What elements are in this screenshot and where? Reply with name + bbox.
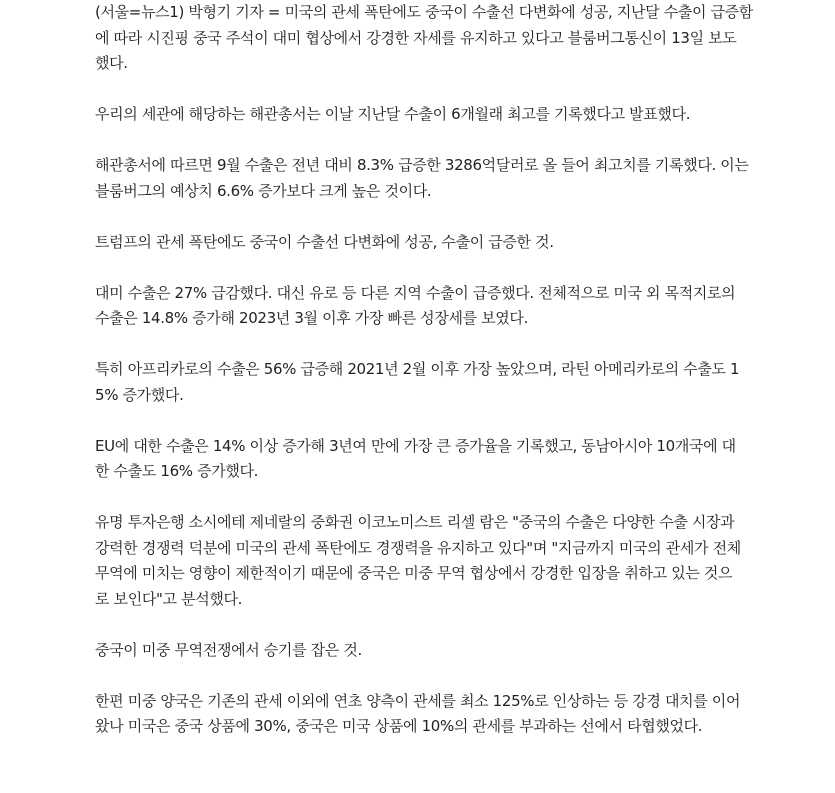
article-paragraph <box>95 230 785 256</box>
article-paragraph <box>95 434 785 485</box>
paragraph-line: 에 따라 시진핑 중국 주석이 대미 협상에서 강경한 자세를 유지하고 있다고 블룸버그통신이 13일 보도 <box>95 28 737 47</box>
paragraph-line: 특히 아프리카로의 수출은 56% 급증해 2021년 2월 이후 가장 높았으며, 라틴 아메리카로의 수출도 1 <box>95 360 740 378</box>
article-paragraph <box>95 0 785 77</box>
paragraph-line: 강력한 경쟁력 덕분에 미국의 관세 폭탄에도 경쟁력을 유지하고 있다"며 "지금까지 미국의 관세가 전체 <box>95 538 741 557</box>
article-paragraph <box>95 510 785 612</box>
paragraph-line: 중국이 미중 무역전쟁에서 승기를 잡은 것. <box>95 640 362 659</box>
paragraph-line: 수출은 14.8% 증가해 2023년 3월 이후 가장 빠른 성장세를 보였다. <box>95 309 528 327</box>
paragraph-line: 블룸버그의 예상치 6.6% 증가보다 크게 높은 것이다. <box>95 181 432 200</box>
paragraph-line: 해관총서에 따르면 9월 수출은 전년 대비 8.3% 급증한 3286억달러로 올 들어 최고치를 기록했다. 이는 <box>95 156 749 174</box>
paragraph-line: 트럼프의 관세 폭탄에도 중국이 수출선 다변화에 성공, 수출이 급증한 것. <box>95 232 554 251</box>
paragraph-line: (서울=뉴스1) 박형기 기자 = 미국의 관세 폭탄에도 중국이 수출선 다변화에 성공, 지난달 수출이 급증함 <box>95 3 753 21</box>
article-paragraph <box>95 281 785 332</box>
paragraph-line: 5% 증가했다. <box>95 385 184 404</box>
article-paragraph <box>95 357 785 408</box>
paragraph-line: 대미 수출은 27% 급감했다. 대신 유로 등 다른 지역 수출이 급증했다. 전체적으로 미국 외 목적지로의 <box>95 283 736 302</box>
paragraph-line: 유명 투자은행 소시에테 제네랄의 중화권 이코노미스트 리셀 람은 "중국의 수출은 다양한 수출 시장과 <box>95 513 735 531</box>
paragraph-line: 왔나 미국은 중국 상품에 30%, 중국은 미국 상품에 10%의 관세를 부과하는 선에서 타협했었다. <box>95 717 703 735</box>
article-paragraph <box>95 689 785 740</box>
paragraph-line: 무역에 미치는 영향이 제한적이기 때문에 중국은 미중 무역 협상에서 강경한 입장을 취하고 있는 것으 <box>95 564 733 582</box>
paragraph-line: 한편 미중 양국은 기존의 관세 이외에 연초 양측이 관세를 최소 125%로 인상하는 등 강경 대치를 이어 <box>95 691 741 710</box>
article-paragraph <box>95 638 785 664</box>
article-paragraph <box>95 102 785 128</box>
paragraph-line: 했다. <box>95 54 128 72</box>
article-paragraph <box>95 153 785 204</box>
paragraph-line: 우리의 세관에 해당하는 해관총서는 이날 지난달 수출이 6개월래 최고를 기록했다고 발표했다. <box>95 105 691 123</box>
paragraph-line: EU에 대한 수출은 14% 이상 증가해 3년여 만에 가장 큰 증가율을 기록했고, 동남아시아 10개국에 대 <box>95 436 736 455</box>
paragraph-line: 한 수출도 16% 증가했다. <box>95 462 259 480</box>
paragraph-line: 로 보인다"고 분석했다. <box>95 589 243 608</box>
article-body <box>95 0 785 765</box>
